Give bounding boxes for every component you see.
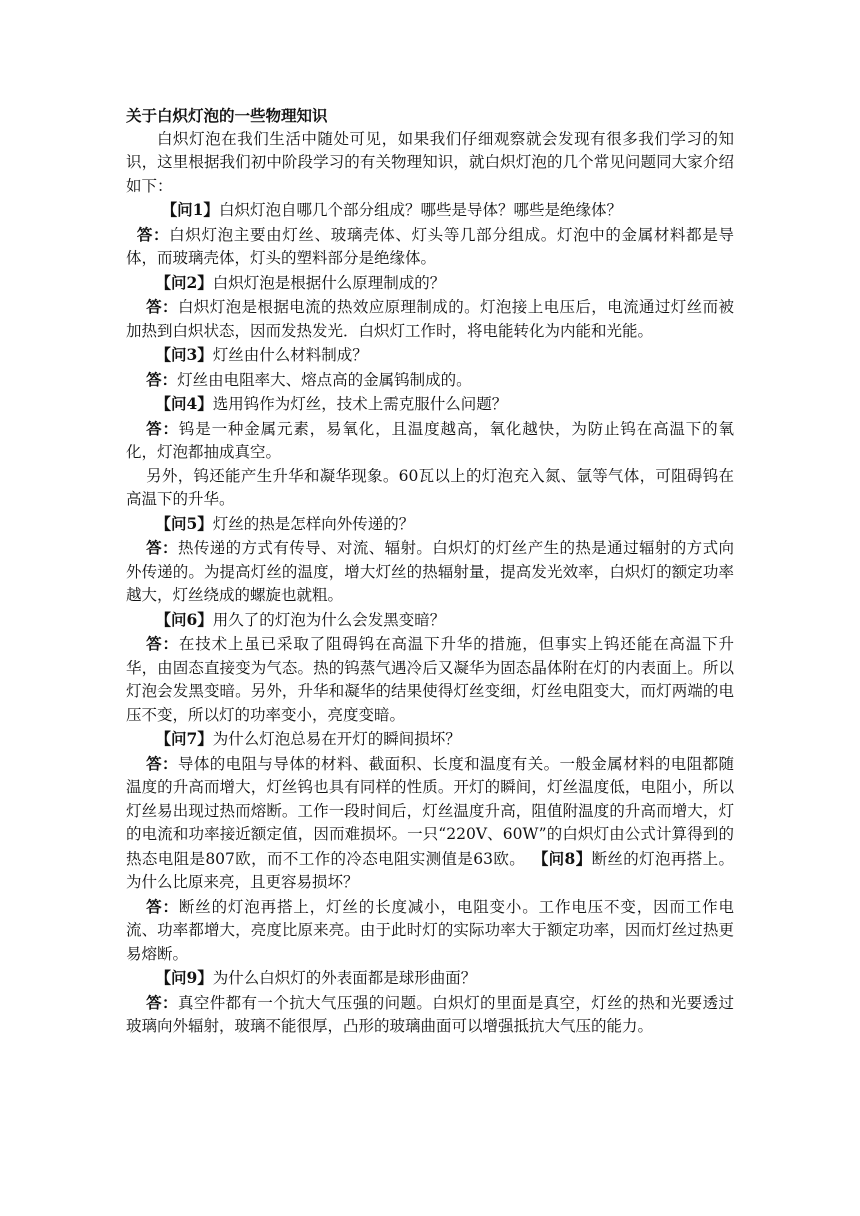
answer-label: 答： <box>146 369 178 389</box>
answer-text: 断丝的灯泡再搭上，灯丝的长度减小，电阻变小。工作电压不变，因而工作电流、功率都增大，亮度比原来亮。由于此时灯的实际功率大于额定功率，因而灯丝过热更易熔断。 <box>126 897 734 963</box>
question-4 <box>126 392 734 417</box>
intro-paragraph: 白炽灯泡在我们生活中随处可见，如果我们仔细观察就会发现有很多我们学习的知识，这里根据我们初中阶段学习的有关物理知识，就白炽灯泡的几个常见问题同大家介绍如下： <box>126 129 734 195</box>
question-5 <box>126 512 734 537</box>
question-tag: 【问4】 <box>155 394 213 413</box>
question-6 <box>126 608 734 633</box>
answer-label: 答： <box>146 992 178 1012</box>
question-tag: 【问1】 <box>161 200 219 219</box>
answer-label: 答： <box>146 634 179 653</box>
answer-7 <box>126 752 734 895</box>
question-text: 灯丝的热是怎样向外传递的？ <box>212 514 415 533</box>
answer-label: 答： <box>146 896 179 916</box>
answer-label: 答： <box>146 753 178 773</box>
question-tag: 【问7】 <box>155 729 213 748</box>
question-text: 灯丝由什么材料制成？ <box>212 346 368 364</box>
document-title: 关于白炽灯泡的一些物理知识 <box>126 106 328 125</box>
answer-6 <box>126 632 734 727</box>
question-text: 为什么灯泡总易在开灯的瞬间损坏？ <box>212 730 461 748</box>
answer-text: 真空件都有一个抗大气压强的问题。白炽灯的里面是真空，灯丝的热和光要透过玻璃向外辐射，玻璃不能很厚，凸形的玻璃曲面可以增强抵抗大气压的能力。 <box>126 993 734 1035</box>
question-tag: 【问8】 <box>540 848 592 868</box>
answer-label: 答： <box>146 418 179 438</box>
answer-4-extra: 另外，钨还能产生升华和凝华现象。60瓦以上的灯泡充入氮、氩等气体，可阻碍钨在高温下的升华。 <box>126 466 734 508</box>
question-3 <box>126 343 734 368</box>
question-tag: 【问2】 <box>155 272 213 292</box>
answer-9 <box>126 991 734 1039</box>
question-1 <box>126 198 734 223</box>
answer-5 <box>126 536 734 608</box>
question-tag: 【问9】 <box>155 968 213 987</box>
question-text: 断丝的灯泡再搭上。为什么比原来亮，且更容易损坏？ <box>126 849 734 891</box>
answer-3 <box>126 368 734 393</box>
answer-text: 在技术上虽已采取了阻碍钨在高温下升华的措施，但事实上钨还能在高温下升华，由固态直接变为气态。热的钨蒸气遇冷后又凝华为固态晶体附在灯的内表面上。所以灯泡会发黑变暗。另外，升华和凝华的结果使得灯丝变细，灯丝电阻变大，而灯两端的电压不变，所以灯的功率变小，亮度变暗。 <box>126 635 734 724</box>
answer-text: 灯丝由电阻率大、熔点高的金属钨制成的。 <box>177 370 472 389</box>
answer-text: 白炽灯泡是根据电流的热效应原理制成的。灯泡接上电压后，电流通过灯丝而被加热到白炽状态，因而发热发光．白炽灯工作时，将电能转化为内能和光能。 <box>126 298 734 340</box>
answer-text: 热传递的方式有传导、对流、辐射。白炽灯的灯丝产生的热是通过辐射的方式向外传递的。为提高灯丝的温度，增大灯丝的热辐射量，提高发光效率，白炽灯的额定功率越大，灯丝绕成的螺旋也就粗。 <box>126 539 734 604</box>
question-9 <box>126 966 734 991</box>
question-7 <box>126 727 734 752</box>
question-2 <box>126 271 734 296</box>
answer-4 <box>126 417 734 465</box>
answer-label: 答： <box>146 297 178 316</box>
answer-text: 导体的电阻与导体的材料、截面积、长度和温度有关。一般金属材料的电阻都随温度的升高而增大，灯丝钨也具有同样的性质。开灯的瞬间，灯丝温度低，电阻小，所以灯丝易出现过热而熔断。工作一段时间后，灯丝温度升高，阻值附温度的升高而增大，灯的电流和功率接近额定值，因而难损坏。一只“220V、60W”的白炽灯由公式计算得到的热态电阻是807欧，而不工作的冷态电阻实测值是63欧。 <box>126 754 734 868</box>
question-text: 为什么白炽灯的外表面都是球形曲面？ <box>212 969 477 987</box>
answer-label: 答： <box>146 538 178 557</box>
question-tag: 【问6】 <box>155 609 213 629</box>
question-text: 选用钨作为灯丝，技术上需克服什么问题？ <box>212 395 508 413</box>
question-text: 白炽灯泡自哪几个部分组成？哪些是导体？哪些是绝缘体？ <box>218 201 622 219</box>
answer-text: 钨是一种金属元素，易氧化，且温度越高，氧化越快，为防止钨在高温下的氧化，灯泡都抽成真空。 <box>126 419 734 461</box>
document-page <box>126 104 734 1039</box>
answer-text: 白炽灯泡主要由灯丝、玻璃壳体、灯头等几部分组成。灯泡中的金属材料都是导体，而玻璃壳体，灯头的塑料部分是绝缘体。 <box>126 225 734 267</box>
answer-1 <box>126 223 734 271</box>
question-tag: 【问5】 <box>155 513 213 533</box>
question-text: 用久了的灯泡为什么会发黑变暗？ <box>212 610 446 629</box>
answer-8 <box>126 895 734 967</box>
question-text: 白炽灯泡是根据什么原理制成的？ <box>212 273 446 292</box>
answer-label: 答： <box>136 224 170 244</box>
answer-2 <box>126 295 734 343</box>
question-tag: 【问3】 <box>155 345 213 364</box>
